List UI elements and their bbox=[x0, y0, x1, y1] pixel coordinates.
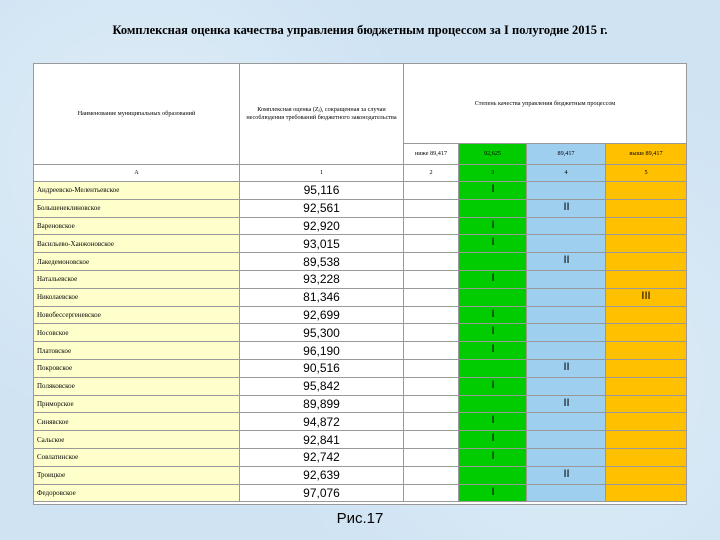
degree-mark: I bbox=[491, 236, 495, 249]
row-degree-cell bbox=[459, 396, 527, 414]
row-score: 95,842 bbox=[240, 378, 404, 396]
degree-mark: I bbox=[491, 432, 495, 445]
row-degree-cell bbox=[459, 200, 527, 218]
degree-mark: II bbox=[563, 467, 570, 480]
row-degree-cell bbox=[527, 182, 606, 200]
degree-mark: I bbox=[491, 485, 495, 498]
row-name: Вареновское bbox=[34, 218, 240, 236]
row-score: 93,015 bbox=[240, 235, 404, 253]
row-degree-cell bbox=[527, 324, 606, 342]
degree-mark: I bbox=[491, 325, 495, 338]
degree-mark: I bbox=[491, 414, 495, 427]
degree-mark: I bbox=[491, 378, 495, 391]
row-degree-cell bbox=[527, 378, 606, 396]
row-degree-cell bbox=[404, 360, 459, 378]
num-3: 3 bbox=[459, 165, 527, 182]
row-degree-cell bbox=[606, 235, 686, 253]
row-name: Андреевско-Мелентьевское bbox=[34, 182, 240, 200]
row-degree-cell bbox=[527, 235, 606, 253]
degree-mark: II bbox=[563, 254, 570, 267]
row-name: Платовское bbox=[34, 342, 240, 360]
row-score: 97,076 bbox=[240, 485, 404, 503]
row-degree-cell bbox=[404, 396, 459, 414]
row-score: 90,516 bbox=[240, 360, 404, 378]
degree-mark: I bbox=[491, 272, 495, 284]
degree-mark: I bbox=[491, 450, 495, 462]
row-degree-cell bbox=[404, 431, 459, 449]
row-degree-cell bbox=[527, 289, 606, 307]
num-5: 5 bbox=[606, 165, 686, 182]
row-degree-cell bbox=[527, 271, 606, 289]
row-degree-cell bbox=[527, 485, 606, 503]
degree-mark: II bbox=[563, 396, 570, 409]
num-a: А bbox=[34, 165, 240, 182]
degree-mark: III bbox=[641, 289, 651, 302]
row-degree-cell bbox=[404, 218, 459, 236]
degree-mark: I bbox=[491, 218, 495, 231]
row-name: Николаевское bbox=[34, 289, 240, 307]
row-score: 92,639 bbox=[240, 467, 404, 485]
degree-mark: I bbox=[491, 183, 495, 195]
row-degree-cell bbox=[404, 235, 459, 253]
row-degree-cell bbox=[606, 467, 686, 485]
header-sub-mid2: 89,417 bbox=[527, 144, 606, 165]
row-name: Новобессергеневское bbox=[34, 307, 240, 325]
row-degree-cell bbox=[404, 449, 459, 467]
row-score: 81,346 bbox=[240, 289, 404, 307]
row-degree-cell bbox=[606, 200, 686, 218]
row-degree-cell bbox=[404, 467, 459, 485]
row-degree-cell bbox=[459, 289, 527, 307]
row-name: Покровское bbox=[34, 360, 240, 378]
page-title: Комплексная оценка качества управления бюджетным процессом за I полугодие 2015 г. bbox=[112, 23, 608, 37]
row-degree-cell bbox=[404, 182, 459, 200]
row-degree-cell bbox=[404, 307, 459, 325]
row-score: 96,190 bbox=[240, 342, 404, 360]
row-degree-cell bbox=[527, 431, 606, 449]
row-name: Приморское bbox=[34, 396, 240, 414]
row-degree-cell bbox=[459, 253, 527, 271]
row-degree-cell bbox=[404, 289, 459, 307]
row-degree-cell bbox=[527, 449, 606, 467]
num-4: 4 bbox=[527, 165, 606, 182]
row-degree-cell bbox=[527, 218, 606, 236]
row-degree-cell bbox=[404, 200, 459, 218]
budget-table bbox=[33, 63, 687, 505]
row-degree-cell bbox=[606, 378, 686, 396]
row-score: 92,742 bbox=[240, 449, 404, 467]
row-score: 89,538 bbox=[240, 253, 404, 271]
header-degree: Степень качества управления бюджетным процессом bbox=[404, 64, 686, 144]
row-degree-cell bbox=[404, 342, 459, 360]
row-degree-cell bbox=[606, 431, 686, 449]
row-degree-cell bbox=[404, 324, 459, 342]
row-degree-cell bbox=[606, 485, 686, 503]
row-name: Натальевское bbox=[34, 271, 240, 289]
row-degree-cell bbox=[459, 360, 527, 378]
row-score: 92,561 bbox=[240, 200, 404, 218]
row-degree-cell bbox=[404, 413, 459, 431]
row-degree-cell bbox=[606, 307, 686, 325]
row-degree-cell bbox=[606, 271, 686, 289]
row-degree-cell bbox=[404, 271, 459, 289]
header-sub-high: выше 89,417 bbox=[606, 144, 686, 165]
header-sub-low: ниже 89,417 bbox=[404, 144, 459, 165]
row-name: Лакедемоновское bbox=[34, 253, 240, 271]
row-degree-cell bbox=[606, 342, 686, 360]
row-name: Синявское bbox=[34, 413, 240, 431]
row-degree-cell bbox=[606, 324, 686, 342]
row-degree-cell bbox=[606, 218, 686, 236]
row-score: 94,872 bbox=[240, 413, 404, 431]
row-degree-cell bbox=[606, 449, 686, 467]
row-degree-cell bbox=[404, 485, 459, 503]
row-name: Совлатинское bbox=[34, 449, 240, 467]
row-degree-cell bbox=[404, 253, 459, 271]
row-score: 92,699 bbox=[240, 307, 404, 325]
degree-mark: II bbox=[563, 361, 570, 373]
header-name: Наименование муниципальных образований bbox=[34, 64, 240, 165]
row-name: Сальское bbox=[34, 431, 240, 449]
row-degree-cell bbox=[459, 467, 527, 485]
degree-mark: I bbox=[491, 307, 495, 320]
header-sub-mid1: 92,625 bbox=[459, 144, 527, 165]
row-degree-cell bbox=[606, 182, 686, 200]
degree-mark: I bbox=[491, 343, 495, 356]
row-degree-cell bbox=[606, 253, 686, 271]
row-name: Поляковское bbox=[34, 378, 240, 396]
row-degree-cell bbox=[527, 413, 606, 431]
row-name: Троицкое bbox=[34, 467, 240, 485]
row-score: 95,116 bbox=[240, 182, 404, 200]
row-degree-cell bbox=[606, 396, 686, 414]
row-score: 89,899 bbox=[240, 396, 404, 414]
row-score: 95,300 bbox=[240, 324, 404, 342]
row-score: 92,920 bbox=[240, 218, 404, 236]
row-name: Васильево-Ханжоновское bbox=[34, 235, 240, 253]
row-degree-cell bbox=[527, 342, 606, 360]
row-degree-cell bbox=[606, 360, 686, 378]
row-degree-cell bbox=[404, 378, 459, 396]
num-2: 2 bbox=[404, 165, 459, 182]
row-degree-cell bbox=[527, 307, 606, 325]
degree-mark: II bbox=[563, 200, 570, 213]
row-name: Федоровское bbox=[34, 485, 240, 503]
row-score: 92,841 bbox=[240, 431, 404, 449]
row-score: 93,228 bbox=[240, 271, 404, 289]
num-1: 1 bbox=[240, 165, 404, 182]
row-degree-cell bbox=[606, 413, 686, 431]
row-name: Носовское bbox=[34, 324, 240, 342]
figure-caption: Рис.17 bbox=[336, 510, 384, 527]
row-name: Большенеклиновское bbox=[34, 200, 240, 218]
header-score: Комплексная оценка (Zⱼ), сокращенная за случаи несоблюдения требований бюджетного законодательства bbox=[240, 64, 404, 165]
